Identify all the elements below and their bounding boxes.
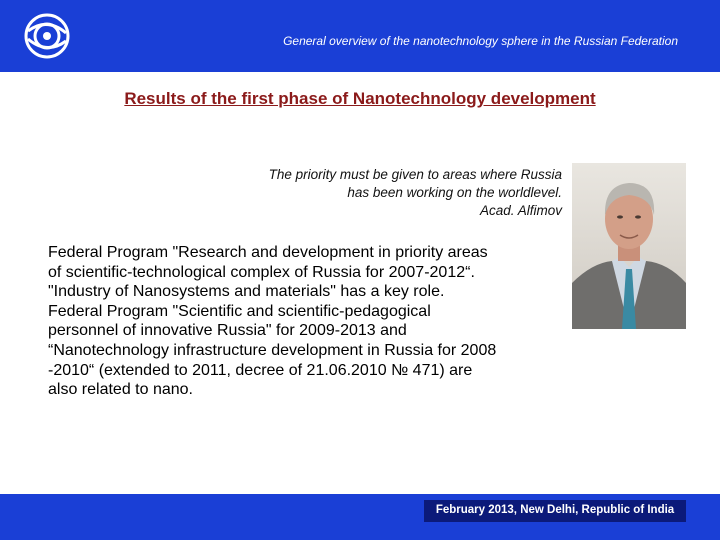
footer-text: February 2013, New Delhi, Republic of India bbox=[435, 504, 675, 516]
body-text bbox=[48, 243, 568, 400]
body-line: “Nanotechnology infrastructure development in Russia for 2008 bbox=[48, 341, 497, 359]
quote-author: Acad. Alfimov bbox=[479, 203, 562, 218]
portrait-photo-icon bbox=[572, 163, 686, 329]
body-line: Federal Program "Research and development in priority areas bbox=[48, 244, 488, 261]
quote-line-2: has been working on the worldlevel. bbox=[347, 185, 562, 200]
body-line: -2010“ (extended to 2011, decree of 21.06.2010 № 471) are bbox=[48, 361, 473, 379]
quote-line-1: The priority must be given to areas where Russia bbox=[268, 167, 562, 182]
header-title: General overview of the nanotechnology sphere in the Russian Federation bbox=[283, 34, 678, 48]
body-line: Federal Program "Scientific and scientific-pedagogical bbox=[48, 302, 431, 320]
circular-swirl-logo-icon bbox=[22, 11, 72, 61]
body-line: personnel of innovative Russia" for 2009-2013 and bbox=[48, 322, 407, 340]
body-line: of scientific-technological complex of Russia for 2007-2012“. bbox=[48, 263, 475, 281]
body-line: also related to nano. bbox=[48, 381, 193, 399]
quote-block bbox=[190, 166, 562, 220]
body-line: "Industry of Nanosystems and materials" has a key role. bbox=[48, 283, 445, 301]
slide-title: Results of the first phase of Nanotechnology development bbox=[124, 89, 596, 108]
